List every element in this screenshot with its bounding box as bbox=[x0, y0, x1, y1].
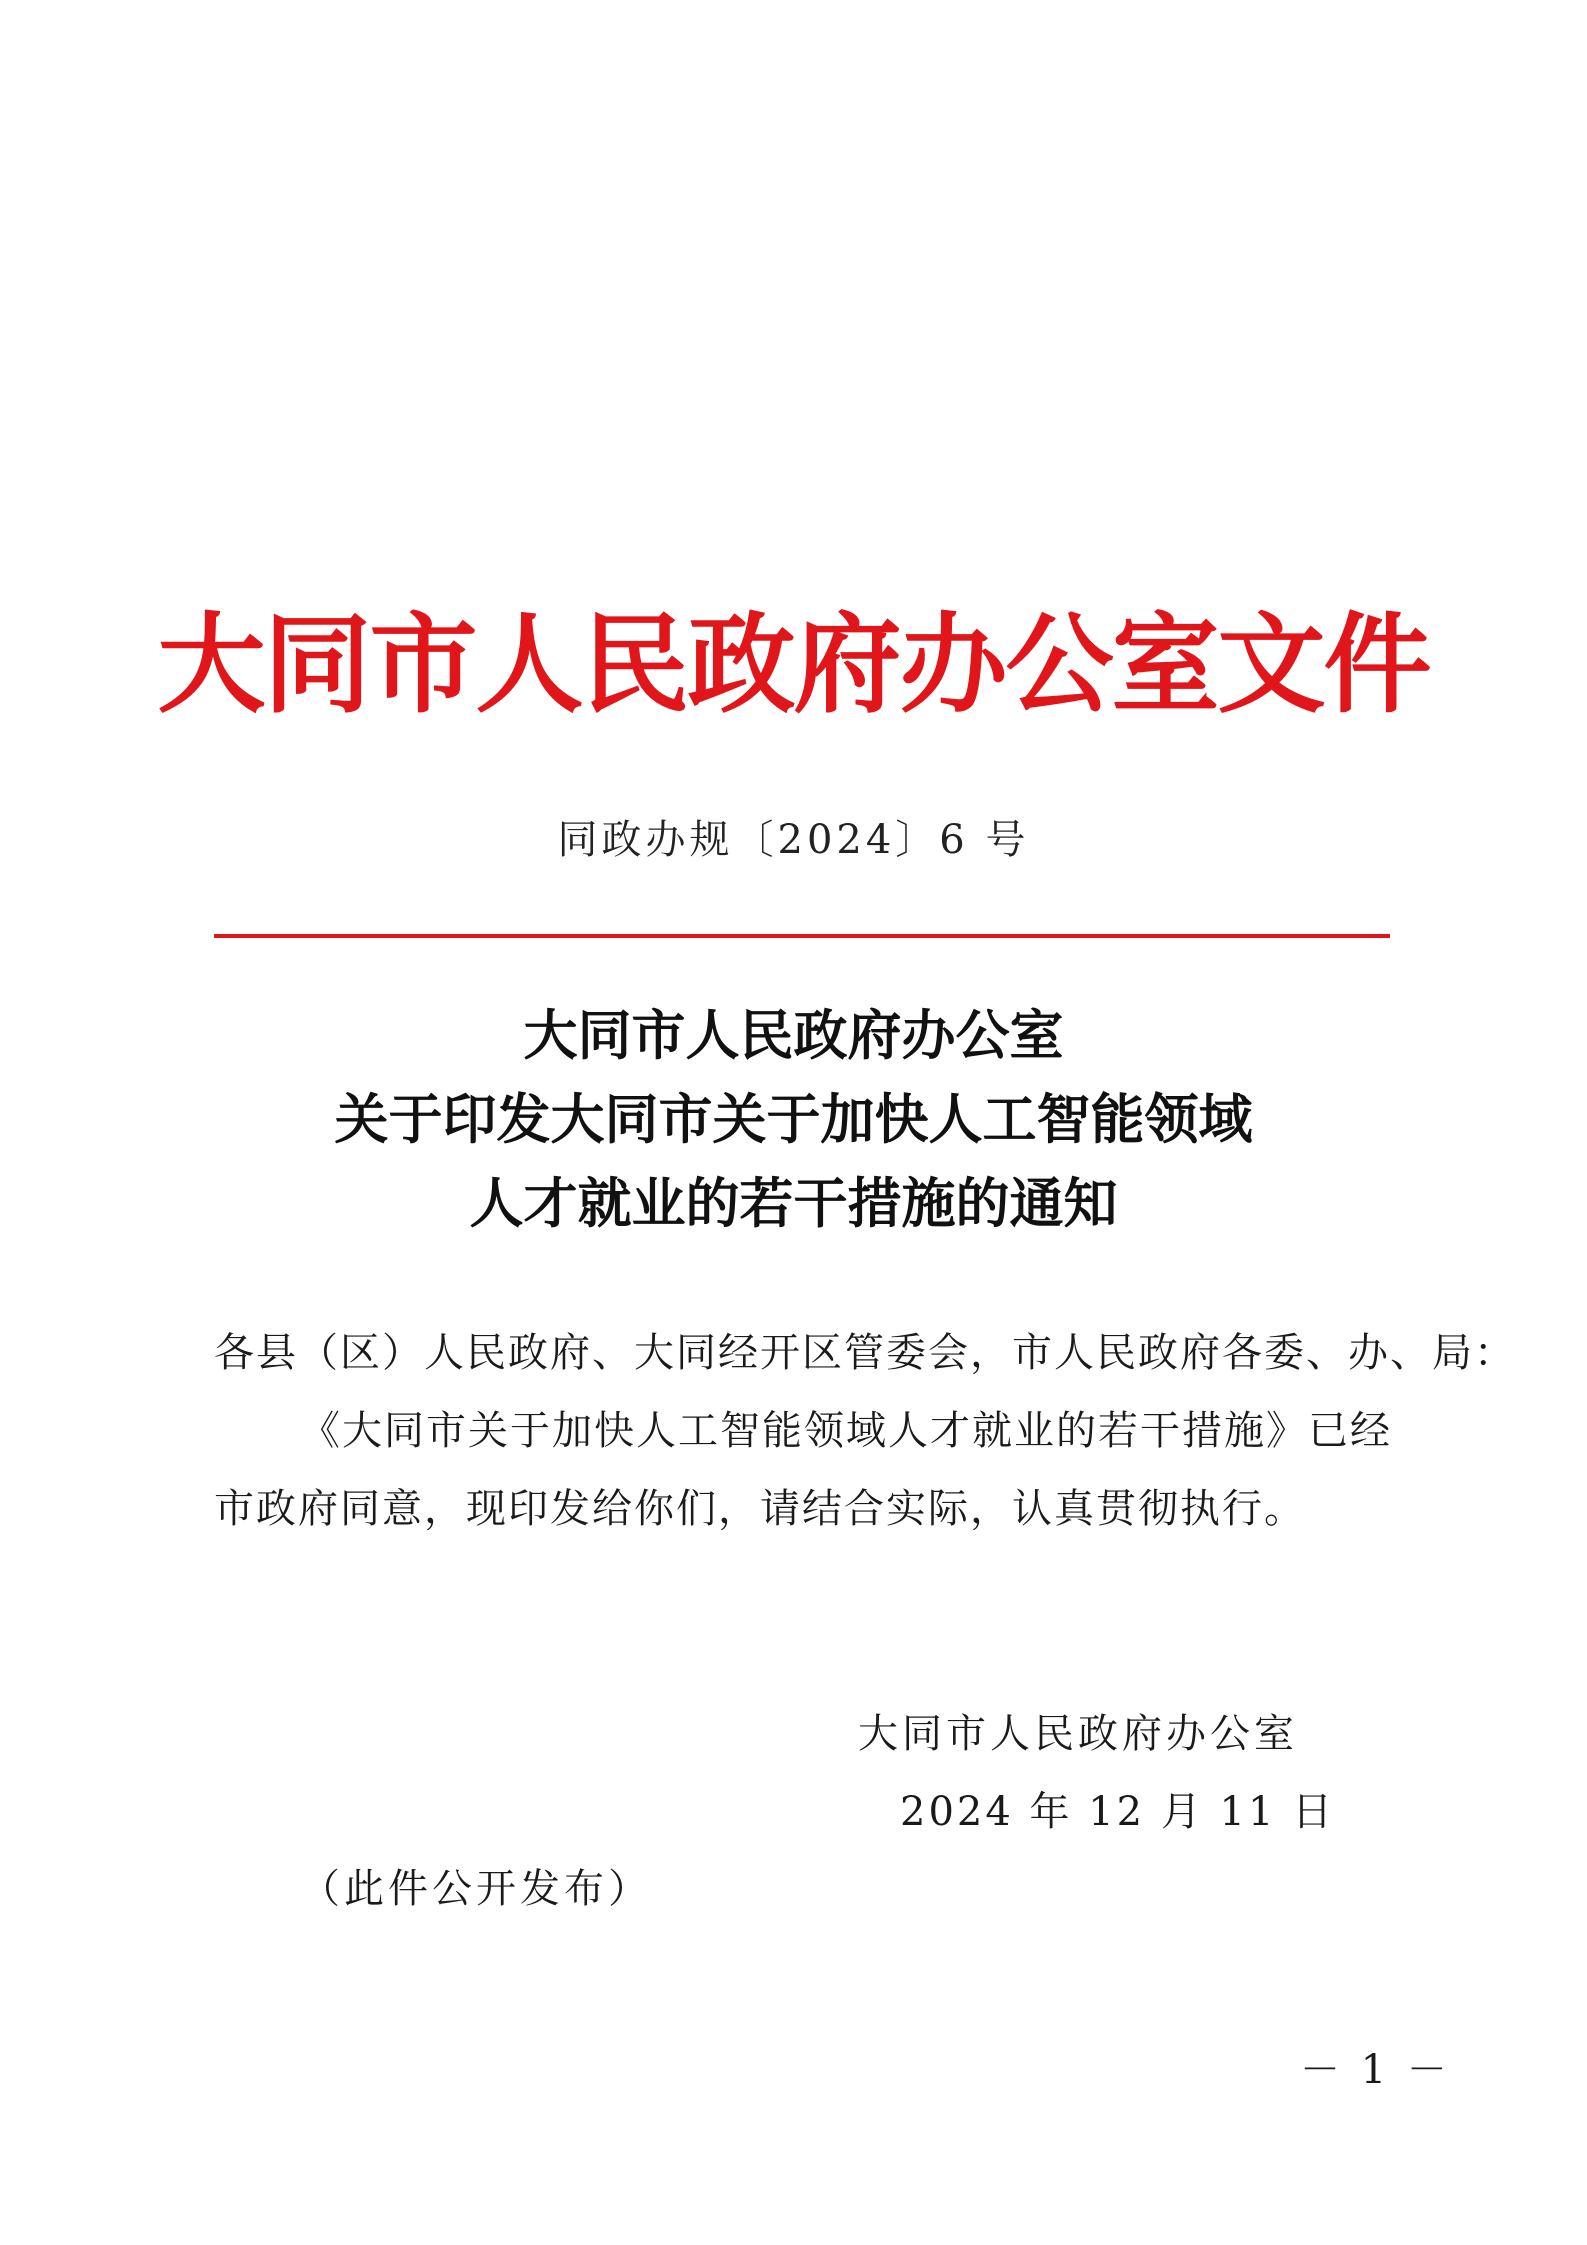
title-line-3: 人才就业的若干措施的通知 bbox=[469, 1171, 1118, 1235]
public-release-note: （此件公开发布） bbox=[300, 1866, 652, 1912]
title-line-1: 大同市人民政府办公室 bbox=[523, 1003, 1064, 1067]
notice-title bbox=[0, 993, 1587, 1245]
body-paragraph-line-2: 市政府同意，现印发给你们，请结合实际，认真贯彻执行。 bbox=[214, 1486, 1306, 1532]
document-number: 同政办规〔2024〕6 号 bbox=[557, 817, 1030, 863]
addressee-line: 各县（区）人民政府、大同经开区管委会，市人民政府各委、办、局： bbox=[214, 1330, 1516, 1376]
issuer-signature: 大同市人民政府办公室 bbox=[858, 1711, 1298, 1757]
body-paragraph-line-1: 《大同市关于加快人工智能领域人才就业的若干措施》已经 bbox=[300, 1408, 1392, 1454]
issue-date: 2024 年 12 月 11 日 bbox=[900, 1789, 1336, 1835]
title-line-2: 关于印发大同市关于加快人工智能领域 bbox=[334, 1087, 1253, 1151]
red-divider-line bbox=[214, 934, 1390, 938]
page-number: － 1 － bbox=[1300, 2047, 1451, 2093]
masthead-title: 大同市人民政府办公室文件 bbox=[157, 602, 1430, 728]
